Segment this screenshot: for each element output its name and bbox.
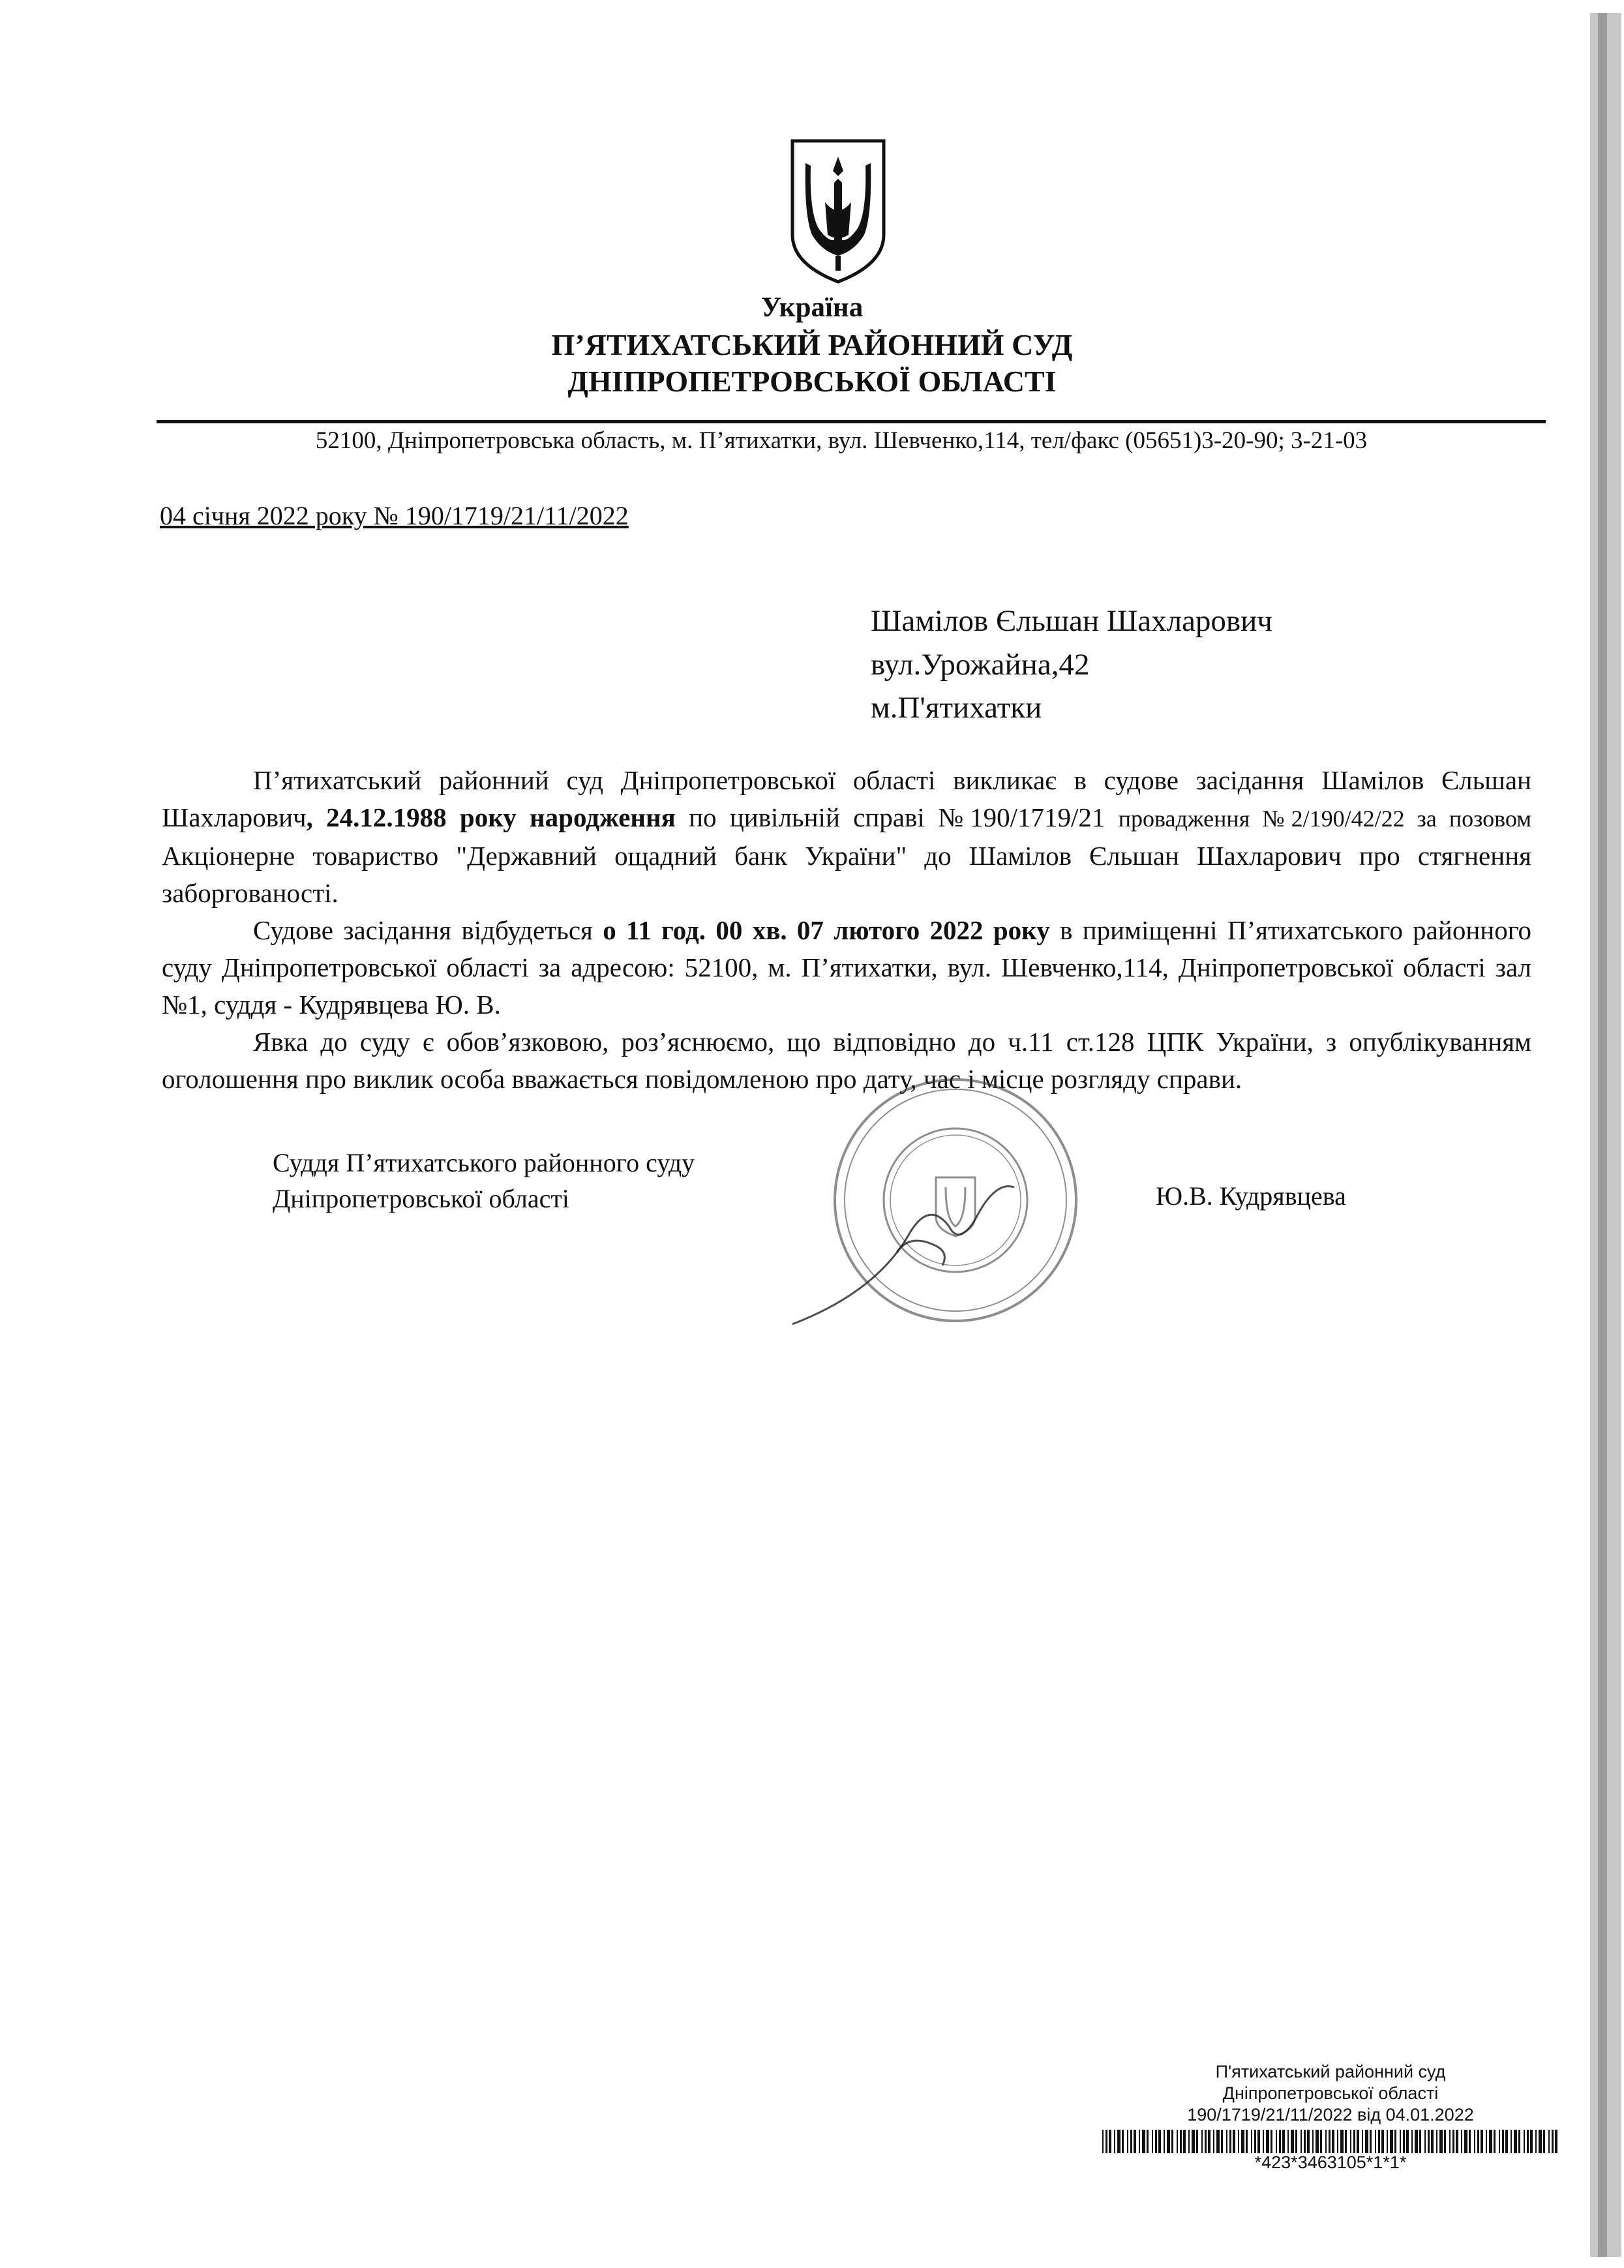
barcode-bar (1233, 2130, 1235, 2153)
barcode-bar (1254, 2130, 1256, 2153)
case-number: по цивільній справі №190/1719/21 (675, 802, 1119, 832)
barcode-bar (1130, 2130, 1132, 2153)
barcode-bar (1295, 2130, 1297, 2153)
barcode-bar (1192, 2130, 1195, 2153)
barcode-bar (1452, 2130, 1454, 2153)
barcode-icon (1102, 2130, 1559, 2153)
barcode-bar (1474, 2130, 1475, 2153)
barcode-bar (1539, 2130, 1542, 2153)
barcode-bar (1147, 2130, 1149, 2153)
paragraph-attendance: Явка до суду є обов’язковою, роз’яснюємо, що відповідно до ч.11 ст.128 ЦПК України, з опублікуванням оголошення про виклик особа вважається повідомленою про дату, час і місце розгляду справи. (162, 1027, 1531, 1094)
barcode-bar (1276, 2130, 1277, 2153)
header-divider (157, 420, 1546, 423)
barcode-bar (1246, 2130, 1248, 2153)
barcode-bar (1527, 2130, 1529, 2153)
stamp-court-line1: П'ятихатський районний суд (1215, 2062, 1446, 2081)
barcode-bar (1105, 2130, 1107, 2153)
barcode-bar (1481, 2130, 1483, 2153)
barcode-bar (1394, 2130, 1396, 2153)
judge-title-line2: Дніпропетровської області (273, 1184, 569, 1213)
barcode-bar (1477, 2130, 1479, 2153)
barcode-bar (1142, 2130, 1145, 2153)
barcode-bar (1411, 2130, 1413, 2153)
coat-of-arms-icon (786, 137, 890, 287)
signature-block (273, 1145, 695, 1217)
barcode-bar (1444, 2130, 1446, 2153)
court-seal-icon (779, 1037, 1119, 1344)
barcode-bar (1304, 2130, 1306, 2153)
barcode-bar (1378, 2130, 1380, 2153)
barcode-bar (1357, 2130, 1359, 2153)
barcode-bar (1431, 2130, 1434, 2153)
barcode-bar (1400, 2130, 1401, 2153)
barcode-bar (1325, 2130, 1327, 2153)
barcode-bar (1329, 2130, 1331, 2153)
barcode-bar (1530, 2130, 1533, 2153)
barcode-bar (1406, 2130, 1409, 2153)
barcode-bar (1307, 2130, 1310, 2153)
barcode-bar (1208, 2130, 1210, 2153)
barcode-bar (1221, 2130, 1223, 2153)
barcode-bar (1375, 2130, 1376, 2153)
barcode-bar (1449, 2130, 1451, 2153)
barcode-bar (1241, 2130, 1244, 2153)
barcode-bar (1518, 2130, 1520, 2153)
hearing-location: в приміщенні П’ятихатського районного суду Дніпропетровської області за адресою: 52100, м. П’ятихатки, вул. Шевченко,114, Дніпропетровської області зал №1, суддя - Кудрявцева Ю. В. (162, 915, 1531, 1020)
barcode-bar (1155, 2130, 1157, 2153)
barcode-bar (1548, 2130, 1550, 2153)
barcode-bar (1122, 2130, 1124, 2153)
barcode-bar (1535, 2130, 1537, 2153)
barcode-bar (1127, 2130, 1128, 2153)
birth-date: , 24.12.1988 року народження (306, 802, 676, 832)
barcode-bar (1390, 2130, 1393, 2153)
barcode-bar (1511, 2130, 1512, 2153)
summons-text: П’ятихатський районний суд Дніпропетровської області викликає в судове засідання Шамілов Єльшан Шахларович (162, 765, 1531, 832)
barcode-bar (1251, 2130, 1252, 2153)
barcode-bar (1345, 2130, 1347, 2153)
court-name-line2: ДНІПРОПЕТРОВСЬКОЇ ОБЛАСТІ (567, 365, 1057, 398)
judge-title-line1: Суддя П’ятихатського районного суду (273, 1148, 695, 1177)
barcode-bar (1196, 2130, 1198, 2153)
barcode-bar (1177, 2130, 1178, 2153)
barcode-number: *423*3463105*1*1* (1254, 2153, 1407, 2172)
recipient-name: Шамілов Єльшан Шахларович (871, 604, 1272, 638)
barcode-bar (1436, 2130, 1437, 2153)
barcode-bar (1552, 2130, 1554, 2153)
hearing-datetime: о 11 год. 00 хв. 07 лютого 2022 року (603, 915, 1050, 945)
barcode-bar (1514, 2130, 1517, 2153)
barcode-bar (1282, 2130, 1285, 2153)
paragraph-hearing (162, 912, 1531, 1023)
paragraph-summons (162, 762, 1531, 912)
barcode-bar (1216, 2130, 1220, 2153)
barcode-bar (1102, 2130, 1104, 2153)
recipient-street: вул.Урожайна,42 (871, 648, 1090, 682)
document-reference: 04 січня 2022 року № 190/1719/21/11/2022 (160, 501, 629, 530)
barcode-bar (1387, 2130, 1388, 2153)
barcode-bar (1229, 2130, 1231, 2153)
barcode-bar (1188, 2130, 1190, 2153)
court-name-line1: П’ЯТИХАТСЬКИЙ РАЙОННИЙ СУД (551, 328, 1073, 361)
country-title: Україна (760, 292, 864, 323)
barcode-bar (1489, 2130, 1492, 2153)
barcode-bar (1263, 2130, 1264, 2153)
barcode-bar (1158, 2130, 1161, 2153)
barcode-bar (1502, 2130, 1504, 2153)
barcode-bar (1543, 2130, 1545, 2153)
barcode-bar (1350, 2130, 1351, 2153)
barcode-bar (1499, 2130, 1500, 2153)
stamp-reference: 190/1719/21/11/2022 від 04.01.2022 (1187, 2105, 1474, 2124)
barcode-bar (1505, 2130, 1508, 2153)
barcode-bar (1370, 2130, 1372, 2153)
stamp-court-line2: Дніпропетровської області (1222, 2083, 1439, 2103)
barcode-bar (1171, 2130, 1173, 2153)
barcode-bar (1301, 2130, 1302, 2153)
barcode-bar (1464, 2130, 1467, 2153)
barcode-bar (1316, 2130, 1319, 2153)
barcode-bar (1362, 2130, 1363, 2153)
barcode-bar (1461, 2130, 1462, 2153)
scan-edge-decoration (1572, 0, 1624, 2268)
barcode-bar (1201, 2130, 1203, 2153)
barcode-bar (1183, 2130, 1186, 2153)
barcode-bar (1117, 2130, 1120, 2153)
registry-stamp (1109, 2061, 1552, 2126)
barcode-bar (1287, 2130, 1289, 2153)
barcode-bar (1226, 2130, 1227, 2153)
barcode-bar (1271, 2130, 1272, 2153)
barcode-bar (1257, 2130, 1260, 2153)
barcode-bar (1213, 2130, 1214, 2153)
barcode-bar (1109, 2130, 1111, 2153)
barcode-bar (1291, 2130, 1294, 2153)
barcode-bar (1238, 2130, 1239, 2153)
barcode-bar (1524, 2130, 1525, 2153)
barcode-bar (1164, 2130, 1165, 2153)
hearing-intro: Судове засідання відбудеться (253, 915, 603, 945)
barcode-bar (1180, 2130, 1182, 2153)
barcode-bar (1205, 2130, 1207, 2153)
barcode-bar (1381, 2130, 1384, 2153)
barcode-bar (1312, 2130, 1314, 2153)
barcode-bar (1428, 2130, 1430, 2153)
barcode-bar (1494, 2130, 1496, 2153)
barcode-bar (1340, 2130, 1344, 2153)
barcode-bar (1320, 2130, 1322, 2153)
barcode-bar (1266, 2130, 1269, 2153)
court-address: 52100, Дніпропетровська область, м. П’ятихатки, вул. Шевченко,114, тел/факс (05651)3-20-90; 3-21-03 (315, 427, 1368, 454)
recipient-city: м.П'ятихатки (871, 691, 1042, 725)
barcode-bar (1419, 2130, 1421, 2153)
barcode-bar (1403, 2130, 1405, 2153)
barcode-bar (1439, 2130, 1443, 2153)
proceeding-number: провадження №2/190/42/22 за позовом (1118, 806, 1531, 832)
judge-name: Ю.В. Кудрявцева (1156, 1181, 1346, 1211)
barcode-bar (1114, 2130, 1115, 2153)
barcode-bar (1469, 2130, 1471, 2153)
barcode-bar (1337, 2130, 1338, 2153)
barcode-bar (1279, 2130, 1281, 2153)
barcode-bar (1139, 2130, 1140, 2153)
barcode-bar (1424, 2130, 1426, 2153)
barcode-bar (1365, 2130, 1368, 2153)
barcode-bar (1486, 2130, 1487, 2153)
barcode-bar (1456, 2130, 1458, 2153)
barcode-bar (1152, 2130, 1153, 2153)
barcode-bar (1134, 2130, 1136, 2153)
barcode-bar (1167, 2130, 1170, 2153)
barcode-bar (1555, 2130, 1557, 2153)
barcode-bar (1332, 2130, 1334, 2153)
claim-text: Акціонерне товариство "Державний ощадний банк України" до Шамілов Єльшан Шахларович про стягнення заборгованості. (162, 841, 1531, 908)
barcode-bar (1353, 2130, 1355, 2153)
barcode-bar (1415, 2130, 1418, 2153)
